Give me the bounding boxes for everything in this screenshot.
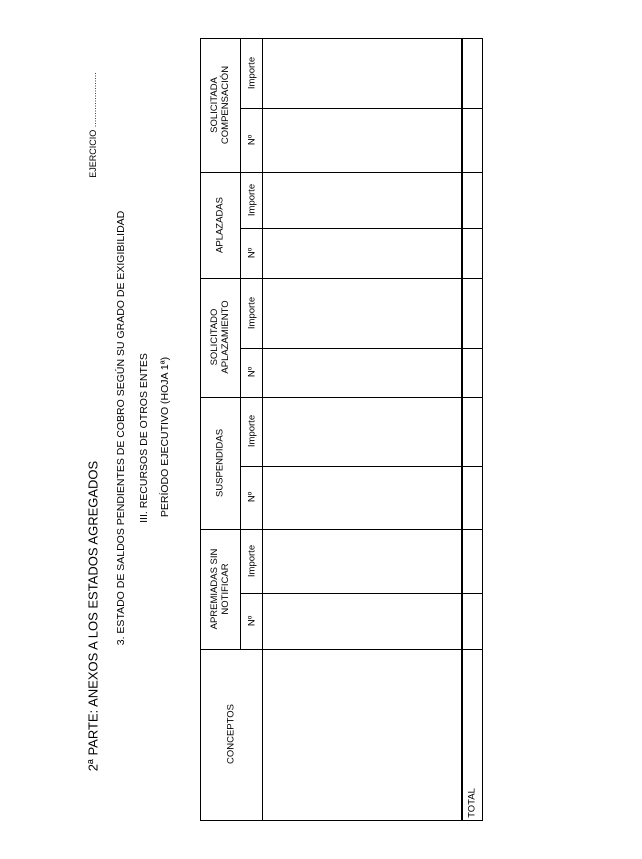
sub-header-amount: Importe	[246, 544, 258, 578]
divider-h3	[200, 397, 483, 398]
data-table	[200, 38, 483, 821]
divider-sub4	[240, 466, 483, 467]
part-title: 2ª PARTE: ANEXOS A LOS ESTADOS AGREGADOS	[85, 460, 101, 772]
group-header-solicitado-aplazamiento: SOLICITADO APLAZAMIENTO	[209, 300, 231, 374]
sub-header-number: Nº	[246, 247, 258, 259]
divider-sub2	[240, 228, 483, 229]
sub-header-amount: Importe	[246, 56, 258, 90]
divider-sub1	[240, 108, 483, 109]
divider-h4	[200, 529, 483, 530]
section-title: III. RECURSOS DE OTROS ENTES	[138, 353, 150, 523]
group-header-solicitada-compensacion: SOLICITADA COMPENSACIÓN	[209, 65, 231, 145]
divider-v-header	[262, 38, 263, 821]
concepts-header: CONCEPTOS	[225, 703, 237, 765]
group-header-suspendidas: SUSPENDIDAS	[214, 428, 226, 498]
group-header-aplazadas: APLAZADAS	[214, 197, 226, 253]
period-label: PERÍODO EJECUTIVO (HOJA 1ª)	[159, 356, 171, 518]
divider-h1	[200, 172, 483, 173]
subtitle: 3. ESTADO DE SALDOS PENDIENTES DE COBRO SEGÚN SU GRADO DE EXIGIBILIDAD	[115, 210, 127, 646]
group-header-apremiadas: APREMIADAS SIN NOTIFICAR	[209, 548, 231, 630]
sub-header-amount: Importe	[246, 296, 258, 330]
sub-header-number: Nº	[246, 366, 258, 378]
sub-header-amount: Importe	[246, 414, 258, 448]
sub-header-number: Nº	[246, 491, 258, 503]
divider-v-total	[461, 38, 463, 821]
divider-sub3	[240, 348, 483, 349]
exercise-label: EJERCICIO ......................	[88, 72, 98, 178]
sub-header-amount: Importe	[246, 183, 258, 217]
divider-h2	[200, 278, 483, 279]
divider-sub5	[240, 593, 483, 594]
total-label: TOTAL	[466, 788, 478, 818]
divider-h5	[200, 649, 483, 650]
sub-header-number: Nº	[246, 615, 258, 627]
divider-v-group	[240, 38, 241, 649]
sub-header-number: Nº	[246, 134, 258, 146]
